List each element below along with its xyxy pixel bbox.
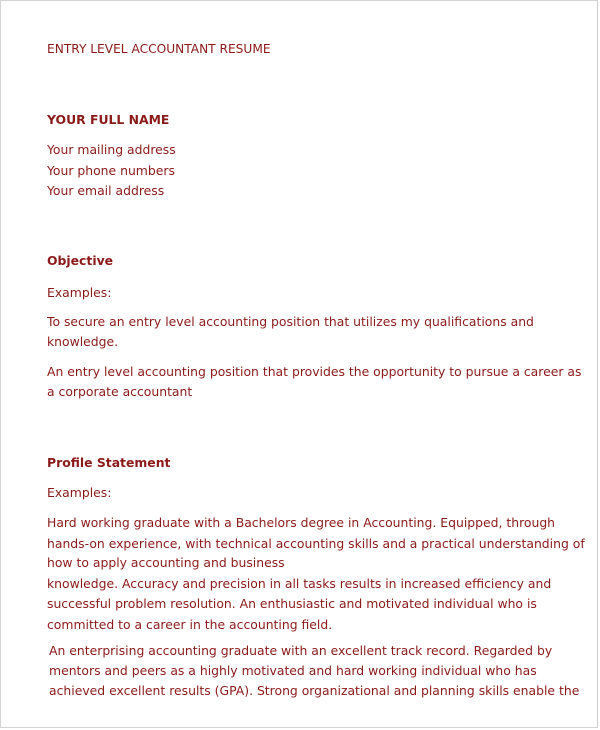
contact-email-address: Your email address [47, 183, 165, 198]
objective-example-1-line: knowledge. [47, 334, 119, 349]
profile-example-2-line: achieved excellent results (GPA). Strong organizational and planning skills enable the [49, 683, 580, 698]
profile-example-1-line: committed to a career in the accounting field. [47, 617, 333, 632]
profile-example-2-line: mentors and peers as a highly motivated and hard working individual who has [49, 663, 537, 678]
objective-example-2-line: a corporate accountant [47, 384, 193, 399]
profile-example-1-line: how to apply accounting and business [47, 555, 285, 570]
profile-example-1-line: knowledge. Accuracy and precision in all tasks results in increased efficiency and [47, 576, 552, 591]
document-title: ENTRY LEVEL ACCOUNTANT RESUME [47, 42, 271, 56]
profile-example-1-line: Hard working graduate with a Bachelors degree in Accounting. Equipped, through [47, 515, 556, 530]
profile-example-1-line: hands-on experience, with technical accounting skills and a practical understanding of [47, 536, 585, 551]
profile-examples-label: Examples: [47, 485, 112, 500]
name-heading: YOUR FULL NAME [47, 112, 170, 127]
profile-statement-heading: Profile Statement [47, 455, 171, 470]
contact-mailing-address: Your mailing address [47, 142, 176, 157]
profile-example-1-line: successful problem resolution. An enthusiastic and motivated individual who is [47, 596, 537, 611]
contact-phone-numbers: Your phone numbers [47, 163, 175, 178]
objective-example-1-line: To secure an entry level accounting position that utilizes my qualifications and [47, 314, 534, 329]
objective-examples-label: Examples: [47, 285, 112, 300]
profile-example-2-line: An enterprising accounting graduate with an excellent track record. Regarded by [49, 643, 553, 658]
objective-example-2-line: An entry level accounting position that provides the opportunity to pursue a career as [47, 364, 582, 379]
objective-heading: Objective [47, 253, 114, 268]
